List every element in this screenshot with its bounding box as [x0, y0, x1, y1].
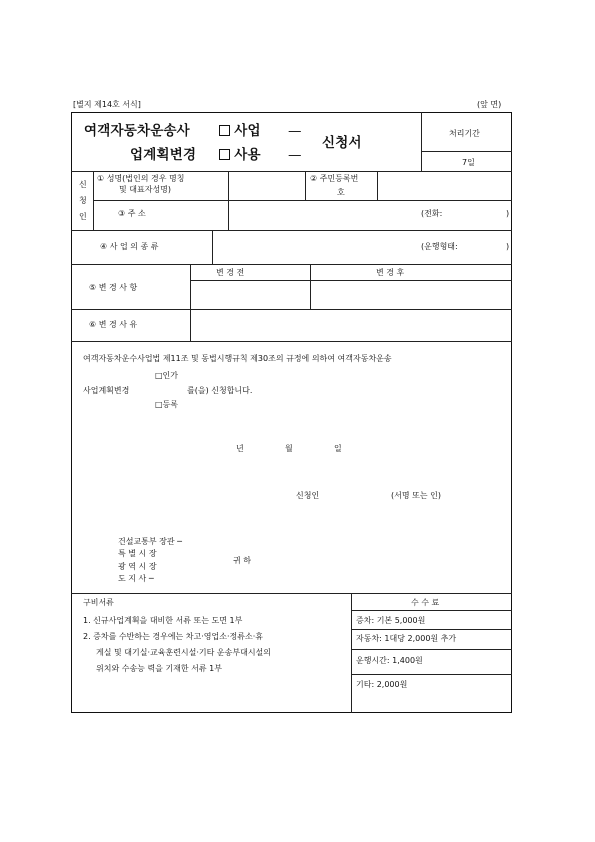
option-approval[interactable]: □인가 — [155, 371, 179, 380]
business-type-field[interactable] — [213, 231, 413, 263]
title-dash-2: — — [288, 147, 302, 163]
before-field[interactable] — [191, 281, 309, 308]
document-item-2: 2. 증차를 수반하는 경우에는 차고·영업소·정류소·휴 — [83, 632, 263, 641]
phone-close: ) — [506, 209, 510, 218]
title-line1: 여객자동차운송사 — [84, 123, 190, 139]
recipient-2: 특 별 시 장 — [118, 549, 157, 558]
recipient-4: 도 지 사 ─ — [118, 574, 154, 583]
address-field[interactable] — [229, 201, 409, 229]
operation-label: (운행형태: — [421, 242, 458, 251]
fees-title: 수 수 료 — [411, 598, 440, 607]
date-day: 일 — [334, 444, 342, 453]
resident-number-field[interactable] — [378, 172, 510, 199]
checkbox-icon — [219, 125, 230, 136]
statement-prefix: 사업계획변경 — [83, 386, 130, 395]
page-side: (앞 면) — [477, 100, 502, 109]
name-field[interactable] — [229, 172, 304, 199]
id-label-1: ② 주민등록번 — [310, 174, 359, 183]
signature-label: (서명 또는 인) — [391, 491, 441, 500]
address-label: ③ 주 소 — [118, 209, 146, 218]
change-reason-label: ⑥ 변 경 사 유 — [89, 320, 138, 329]
after-header: 변 경 후 — [376, 268, 405, 277]
statement: 여객자동차운수사업법 제11조 및 동법시행규칙 제30조의 규정에 의하여 여객자동차운송 — [83, 354, 392, 363]
processing-label: 처리기간 — [449, 129, 480, 138]
option-use[interactable]: 사용 — [219, 147, 261, 163]
recipient-1: 건설교통부 장관 ─ — [118, 537, 182, 546]
change-reason-field[interactable] — [191, 310, 510, 340]
checkbox-icon — [219, 149, 230, 160]
title-suffix: 신청서 — [322, 135, 362, 151]
operation-close: ) — [506, 242, 510, 251]
fee-item-4: 기타: 2,000원 — [356, 680, 408, 689]
date-year: 년 — [236, 444, 244, 453]
before-header: 변 경 전 — [216, 268, 245, 277]
title-line2: 업계획변경 — [130, 147, 197, 163]
id-label-2: 호 — [337, 188, 345, 197]
title-dash-1: — — [288, 123, 302, 139]
option-register[interactable]: □등록 — [155, 400, 179, 409]
applicant-sign-label: 신청인 — [296, 491, 320, 500]
statement-middle: 를(을) 신청합니다. — [187, 386, 253, 395]
fee-item-1: 증차: 기본 5,000원 — [356, 616, 426, 625]
date-month: 월 — [285, 444, 293, 453]
fee-item-3: 운행시간: 1,400원 — [356, 656, 423, 665]
option-business[interactable]: 사업 — [219, 123, 261, 139]
recipient-3: 광 역 시 장 — [118, 562, 157, 571]
name-label-2: 및 대표자성명) — [119, 185, 172, 194]
applicant-side-1: 신 — [79, 180, 87, 189]
after-field[interactable] — [311, 281, 510, 308]
fee-item-2: 자동차: 1대당 2,000원 추가 — [356, 634, 457, 643]
business-type-label: ④ 사 업 의 종 류 — [100, 242, 159, 251]
name-label-1: ① 성명(법인의 경우 명칭 — [97, 174, 185, 183]
phone-label: (전화: — [421, 209, 443, 218]
documents-title: 구비서류 — [83, 598, 114, 607]
change-items-label: ⑤ 변 경 사 항 — [89, 283, 138, 292]
document-item-3: 게실 및 대기실·교육훈련시설·기타 운송부대시설의 — [96, 648, 272, 657]
applicant-side-2: 청 — [79, 196, 87, 205]
form-number: [별지 제14호 서식] — [73, 100, 141, 109]
recipient-to: 귀 하 — [233, 556, 251, 565]
document-item-1: 1. 신규사업계획을 대비한 서류 또는 도면 1부 — [83, 616, 243, 625]
processing-value: 7일 — [462, 158, 475, 167]
document-item-4: 위치와 수송능 력을 기재한 서류 1부 — [96, 664, 222, 673]
applicant-side-3: 인 — [79, 212, 87, 221]
